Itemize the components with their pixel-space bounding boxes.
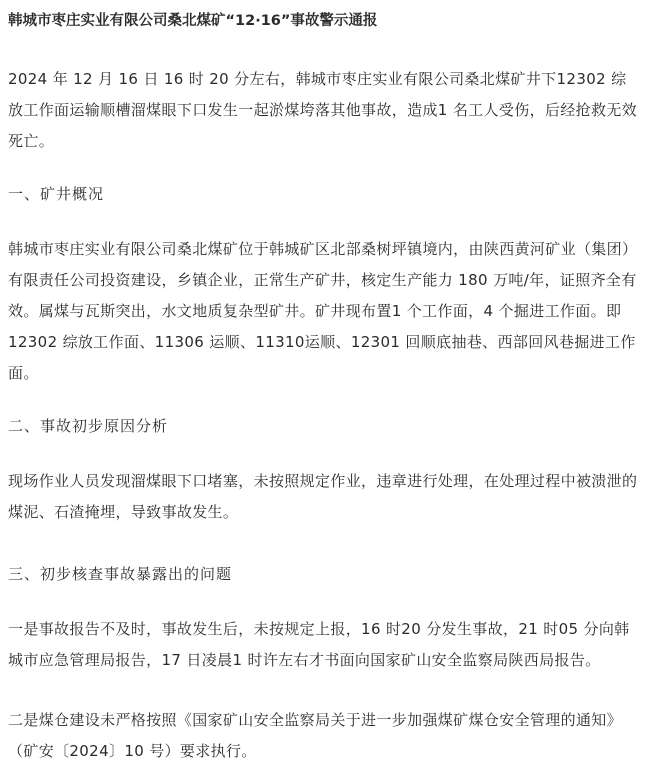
mine-overview-paragraph: 韩城市枣庄实业有限公司桑北煤矿位于韩城矿区北部桑树坪镇境内，由陕西黄河矿业（集团）有限责任公司投资建设，乡镇企业，正常生产矿井，核定生产能力 180 万吨/年，证照齐全有效。属煤与瓦斯突出，水文地质复杂型矿井。矿井现布置1 个工作面，4 个掘进工作面。即12302 综放工作面、11306 运顺、11310运顺、12301 回顺底抽巷、西部回风巷掘进工作面。 — [8, 240, 638, 382]
problem-item-bunker: 二是煤仓建设未严格按照《国家矿山安全监察局关于进一步加强煤矿煤仓安全管理的通知》（矿安〔2024〕10 号）要求执行。 — [8, 711, 623, 760]
section-heading-problems: 三、初步核查事故暴露出的问题 — [8, 565, 233, 583]
section-heading-mine-overview: 一、矿井概况 — [8, 185, 105, 203]
section-heading-cause-analysis: 二、事故初步原因分析 — [8, 417, 169, 435]
intro-paragraph: 2024 年 12 月 16 日 16 时 20 分左右，韩城市枣庄实业有限公司桑北煤矿井下12302 综放工作面运输顺槽溜煤眼下口发生一起淤煤垮落其他事故，造成1 名工人受伤，后经抢救无效死亡。 — [8, 70, 638, 150]
notice-title: 韩城市枣庄实业有限公司桑北煤矿“12·16”事故警示通报 — [8, 13, 378, 29]
cause-analysis-paragraph: 现场作业人员发现溜煤眼下口堵塞，未按照规定作业，违章进行处理，在处理过程中被溃泄的煤泥、石渣掩埋，导致事故发生。 — [8, 472, 638, 521]
problem-item-reporting: 一是事故报告不及时，事故发生后，未按规定上报，16 时20 分发生事故，21 时05 分向韩城市应急管理局报告，17 日凌晨1 时许左右才书面向国家矿山安全监察局陕西局报告。 — [8, 620, 630, 669]
